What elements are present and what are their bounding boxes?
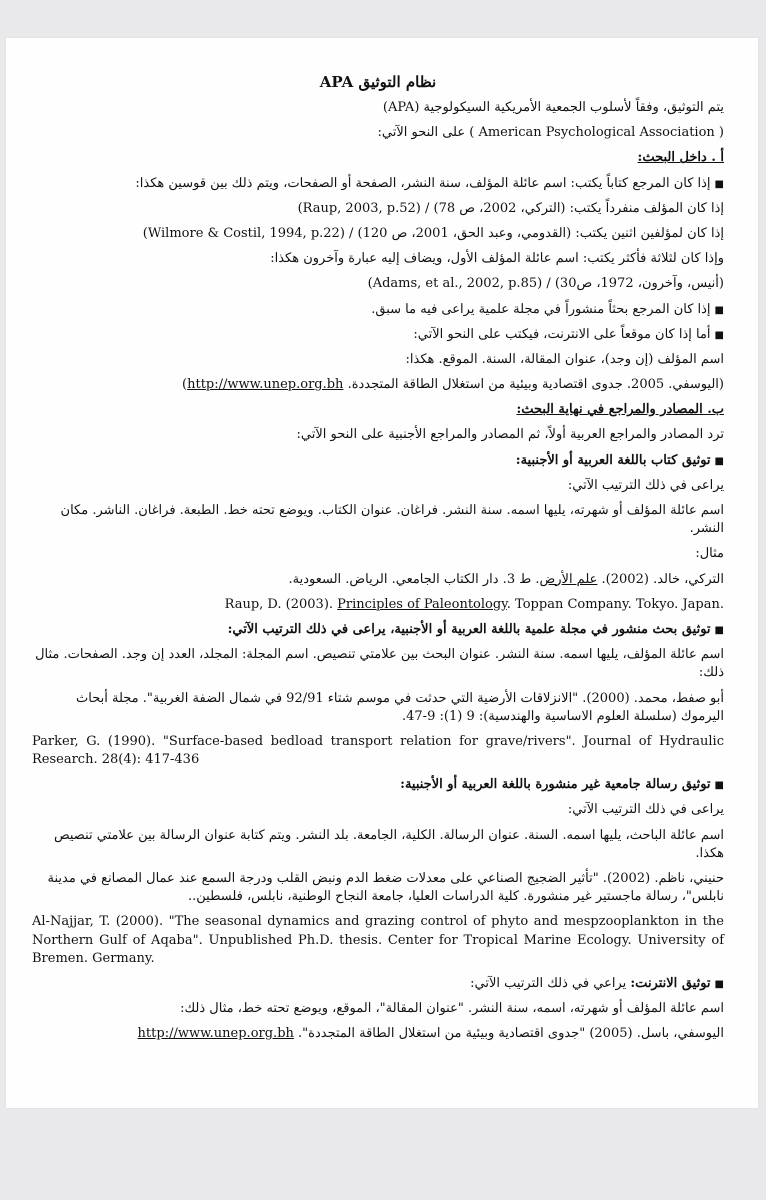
square-bullet-icon: ■: [714, 978, 724, 990]
journal-example-arabic: أبو صفط، محمد. (2000). "الانزلاقات الأرضية التي حدثت في موسم شتاء 92/91 في شمال الضفة الغربية". مجلة أبحاث اليرموك (سلسلة العلوم الاساسية والهندسية): 9 (1): 9-47.: [76, 690, 724, 724]
thesis-heading: ■توثيق رسالة جامعية غير منشورة باللغة العربية أو الأجنبية:: [400, 777, 724, 793]
section-a-heading: أ . داخل البحث:: [637, 150, 724, 166]
internet-rule: ■أما إذا كان موقعاً على الانترنت، فيكتب على النحو الآتي:: [413, 326, 724, 342]
document-content: [32, 72, 724, 1051]
intro-line-1: يتم التوثيق، وفقاً لأسلوب الجمعية الأمريكية السيكولوجية (APA): [382, 100, 724, 115]
thesis-order-intro: يراعى في ذلك الترتيب الآتي:: [567, 802, 724, 818]
two-authors-rule: إذا كان لمؤلفين اثنين يكتب: (القدومي، وعبد الحق، 2001، ص 120) / (Wilmore & Costil, 1994, p.22): [142, 225, 724, 241]
journal-order: اسم عائلة المؤلف، يليها اسمه. سنة النشر. عنوان البحث بين علامتي تنصيص. اسم المجلة: المجلد، العدد إن وجد. الصفحات. مثال ذلك:: [35, 647, 724, 681]
single-author-rule: إذا كان المؤلف منفرداً يكتب: (التركي، 2002، ص 78) / (Raup, 2003, p.52): [297, 200, 724, 216]
internet-heading: ■توثيق الانترنت: يراعي في ذلك الترتيب الآتي:: [470, 975, 724, 991]
section-b-heading: ب. المصادر والمراجع في نهاية البحث:: [516, 402, 724, 418]
book-example-label: مثال:: [695, 546, 724, 562]
square-bullet-icon: ■: [714, 178, 724, 190]
thesis-example-arabic: حنيني، ناظم. (2002). "تأثير الضجيج الصناعي على معدلات ضغط الدم ونبض القلب ودرجة السمع عند عمال المصانع في مدينة نابلس"، رسالة ماجستير غير منشورة. كلية الدراسات العليا، جامعة النجاح الوطنية، نابلس، فلسطين..: [47, 871, 724, 905]
document-page: [6, 38, 758, 1108]
square-bullet-icon: ■: [714, 329, 724, 341]
square-bullet-icon: ■: [714, 624, 724, 636]
internet-order: اسم عائلة المؤلف أو شهرته، اسمه، سنة النشر. "عنوان المقالة"، الموقع، ويوضع تحته خط، مثال ذلك:: [180, 1001, 724, 1017]
section-b-intro: ترد المصادر والمراجع العربية أولاً، ثم المصادر والمراجع الأجنبية على النحو الآتي:: [296, 427, 724, 443]
internet-format: اسم المؤلف (إن وجد)، عنوان المقالة، السنة. الموقع. هكذا:: [405, 351, 724, 367]
journal-example-english: Parker, G. (1990). "Surface-based bedload transport relation for grave/rivers". Journal of Hydraulic Research. 28(4): 417-436: [32, 733, 724, 768]
thesis-order: اسم عائلة الباحث، يليها اسمه. السنة. عنوان الرسالة. الكلية، الجامعة. بلد النشر. ويتم كتابة عنوان الرسالة بين علامتي تنصيص هكذا.: [53, 827, 724, 861]
unep-link-2[interactable]: http://www.unep.org.bh: [137, 1026, 294, 1042]
book-order: اسم عائلة المؤلف أو شهرته، يليها اسمه. سنة النشر. فراغان. عنوان الكتاب. ويوضع تحته خط. الطبعة. فراغان. الناشر. مكان النشر.: [60, 503, 724, 537]
journal-heading: ■توثيق بحث منشور في مجلة علمية باللغة العربية أو الأجنبية، يراعى في ذلك الترتيب الآتي:: [227, 621, 724, 637]
square-bullet-icon: ■: [714, 780, 724, 792]
page-title: نظام التوثيق APA: [319, 73, 437, 91]
internet-example-b: اليوسفي، باسل. (2005) "جدوى اقتصادية وبيئية من استغلال الطاقة المتجددة". http://www.unep.org.bh: [137, 1026, 724, 1042]
book-order-intro: يراعى في ذلك الترتيب الآتي:: [567, 477, 724, 493]
book-heading: ■توثيق كتاب باللغة العربية أو الأجنبية:: [515, 452, 724, 468]
book-rule: ■إذا كان المرجع كتاباً يكتب: اسم عائلة المؤلف، سنة النشر، الصفحة أو الصفحات، ويتم ذلك بين قوسين هكذا:: [135, 175, 724, 191]
journal-rule: ■إذا كان المرجع بحثاً منشوراً في مجلة علمية يراعى فيه ما سبق.: [371, 301, 724, 317]
three-plus-example: (أنيس، وآخرون، 1972، ص30) / (Adams, et al., 2002, p.85): [367, 276, 724, 292]
unep-link[interactable]: http://www.unep.org.bh: [187, 377, 344, 393]
internet-example: (اليوسفي. 2005. جدوى اقتصادية وبيئية من استغلال الطاقة المتجددة. http://www.unep.org.bh): [182, 377, 724, 393]
square-bullet-icon: ■: [714, 304, 724, 316]
three-plus-authors-rule: وإذا كان لثلاثة فأكثر يكتب: اسم عائلة المؤلف الأول، ويضاف إليه عبارة وآخرون هكذا:: [270, 251, 724, 267]
square-bullet-icon: ■: [714, 455, 724, 467]
book-example-english: Raup, D. (2003). Principles of Paleontology. Toppan Company. Tokyo. Japan.: [224, 596, 724, 612]
book-example-arabic: التركي، خالد. (2002). علم الأرض. ط 3. دار الكتاب الجامعي. الرياض. السعودية.: [288, 571, 724, 587]
intro-line-2: ( American Psychological Association ) على النحو الآتي:: [377, 125, 724, 141]
thesis-example-english: Al-Najjar, T. (2000). "The seasonal dynamics and grazing control of phyto and mespzooplankton in the Northern Gulf of Aqaba". Unpublished Ph.D. thesis. Center for Tropical Marine Ecology. University of Bremen. Germany.: [32, 914, 724, 966]
